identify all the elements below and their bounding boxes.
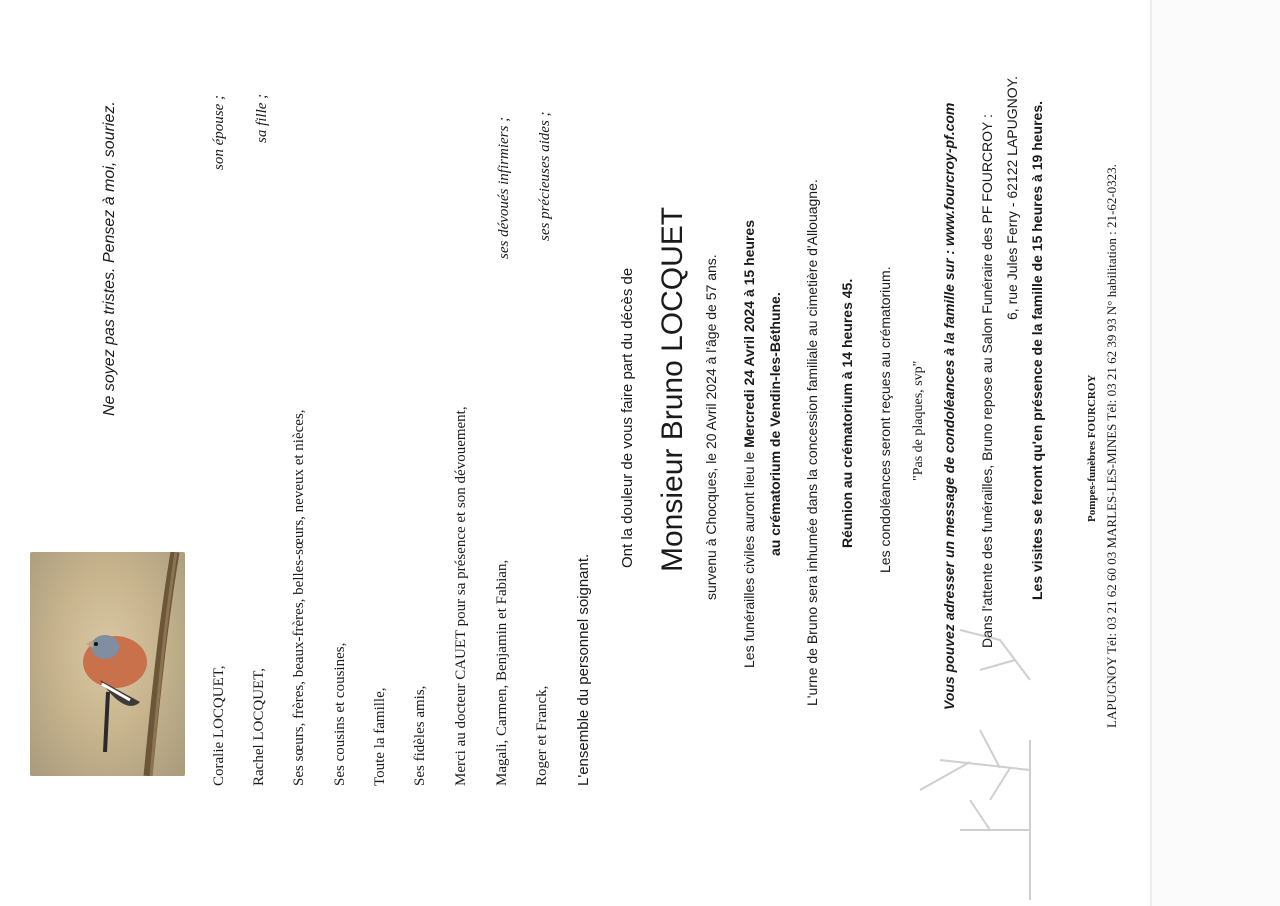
rest-location-line-1: Dans l'attente des funérailles, Bruno repose au Salon Funéraire des PF FOURCROY : [979, 114, 995, 648]
family-name: L'ensemble du personnel soignant. [575, 553, 592, 786]
online-condolences: Vous pouvez adresser un message de condoléances à la famille sur : www.fourcroy-pf.com [941, 102, 957, 710]
intro-text: Ont la douleur de vous faire part du décès de [619, 267, 636, 568]
company-contact: LAPUGNOY Tél: 03 21 62 60 03 MARLES-LES-MINES Tél: 03 21 62 39 93 N° habilitation : 21-62-0323. [1104, 164, 1119, 728]
funeral-line [742, 220, 756, 668]
funeral-prefix: Les funérailles civiles auront lieu le [741, 451, 757, 668]
scan-margin [1152, 0, 1280, 906]
visits-text: Les visites se feront qu'en présence de la famille de 15 heures à 19 heures. [1029, 101, 1045, 600]
family-name: Roger et Franck, [534, 685, 550, 786]
rest-location-line-2: 6, rue Jules Ferry - 62122 LAPUGNOY. [1004, 75, 1020, 320]
family-relation: sa fille ; [254, 93, 270, 143]
page-edge [1150, 0, 1152, 906]
family-relation: ses dévoués infirmiers ; [496, 116, 512, 259]
deceased-name: Monsieur Bruno LOCQUET [656, 206, 689, 572]
family-name: Coralie LOCQUET, [211, 665, 227, 786]
chaffinch-on-branch-icon [30, 552, 185, 776]
family-name: Rachel LOCQUET, [251, 667, 267, 786]
urn-text: L'urne de Bruno sera inhumée dans la concession familiale au cimetière d'Allouagne. [804, 179, 820, 706]
family-relation: ses précieuses aides ; [537, 111, 553, 241]
death-details: survenu à Chocques, le 20 Avril 2024 à l'âge de 57 ans. [703, 254, 719, 600]
family-name: Ses fidèles amis, [412, 685, 428, 786]
meeting-text: Réunion au crématorium à 14 heures 45. [839, 278, 855, 548]
tree-watermark-icon [900, 500, 1050, 900]
condolences-text: Les condoléances seront reçues au crématorium. [877, 266, 893, 573]
funeral-company: Pompes-funèbres FOURCROY [1086, 374, 1098, 522]
family-name: Magali, Carmen, Benjamin et Fabian, [494, 559, 510, 786]
funeral-date: Mercredi 24 Avril 2024 à 15 heures [741, 219, 757, 448]
family-name: Toute la famille, [372, 687, 388, 786]
family-name: Ses cousins et cousines, [332, 642, 348, 786]
funeral-place: au crématorium de Vendin-les-Béthune. [767, 292, 783, 556]
epigraph: Ne soyez pas tristes. Pensez à moi, souriez. [101, 101, 118, 416]
family-name: Merci au docteur CAUET pour sa présence et son dévouement, [453, 406, 469, 786]
family-relation: son épouse ; [211, 95, 227, 170]
family-name: Ses sœurs, frères, beaux-frères, belles-sœurs, neveux et nièces, [291, 409, 307, 786]
plaques-text: "Pas de plaques, svp" [911, 360, 926, 481]
